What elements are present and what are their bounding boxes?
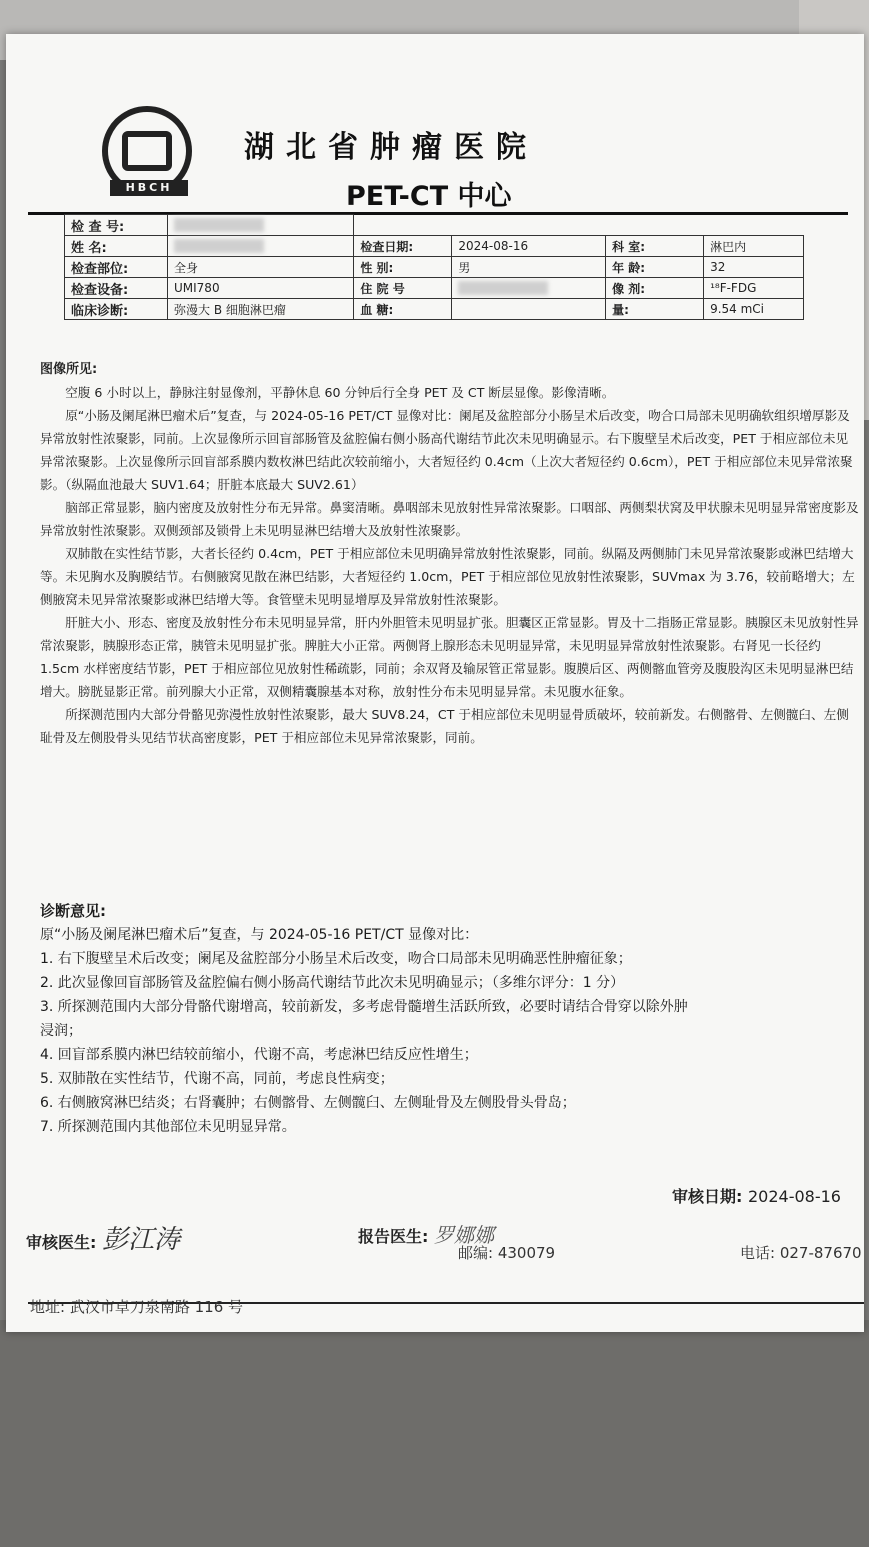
review-date-block bbox=[672, 1184, 841, 1207]
diagnosis-item: 浸润； bbox=[40, 1023, 82, 1039]
reviewer-signature: 彭江涛 bbox=[101, 1225, 180, 1255]
redacted-block bbox=[174, 239, 264, 253]
dept-label: 科 室: bbox=[606, 236, 704, 257]
name-label: 姓 名: bbox=[65, 236, 168, 257]
exam-date-value: 2024-08-16 bbox=[452, 236, 606, 257]
findings-paragraph: 双肺散在实性结节影，大者长径约 0.4cm，PET 于相应部位未见明确异常放射性浓聚影，同前。纵隔及两侧肺门未见异常浓聚影或淋巴结增大等。未见胸水及胸膜结节。右侧腋窝见散在淋巴结影，大者短径约 1.0cm，PET 于相应部位见放射性浓聚影，SUVmax 为 3.76，较前略增大；左侧腋窝未见异常浓聚影或淋巴结增大等。食管壁未见明显增厚及异常放射性浓聚影。 bbox=[40, 546, 855, 607]
address-value: 武汉市卓刀泉南路 116 号 bbox=[69, 1298, 244, 1316]
tracer-label: 像 剂: bbox=[606, 278, 704, 299]
reviewer-label: 审核医生: bbox=[26, 1233, 97, 1252]
diagnosis-item: 7. 所探测范围内其他部位未见明显异常。 bbox=[40, 1119, 296, 1135]
age-label: 年 龄: bbox=[606, 257, 704, 278]
dose-label: 量: bbox=[606, 299, 704, 320]
diagnosis-item: 1. 右下腹壁呈术后改变；阑尾及盆腔部分小肠呈术后改变，吻合口局部未见明确恶性肿瘤征象； bbox=[40, 951, 632, 967]
site-label: 检查部位: bbox=[65, 257, 168, 278]
report-paper bbox=[6, 34, 864, 1332]
diagnosis-item: 6. 右侧腋窝淋巴结炎；右肾囊肿；右侧髂骨、左侧髋臼、左侧耻骨及左侧股骨头骨岛； bbox=[40, 1095, 576, 1111]
findings-paragraph: 原“小肠及阑尾淋巴瘤术后”复查，与 2024-05-16 PET/CT 显像对比：阑尾及盆腔部分小肠呈术后改变，吻合口局部未见明确软组织增厚影及异常放射性浓聚影，同前。上次显像所示回盲部肠管及盆腔偏右侧小肠高代谢结节此次未见明确显示。右下腹壁呈术后改变，PET 于相应部位未见异常浓聚影。上次显像所示回盲部系膜内数枚淋巴结此次较前缩小，大者短径约 0.4cm（上次大者短径约 0.6cm），PET 于相应部位未见异常浓聚影。（纵隔血池最大 SUV1.64；肝脏本底最大 SUV2.61） bbox=[40, 408, 853, 492]
device-label: 检查设备: bbox=[65, 278, 168, 299]
diagnosis-item: 4. 回盲部系膜内淋巴结较前缩小，代谢不高，考虑淋巴结反应性增生； bbox=[40, 1047, 478, 1063]
glucose-label: 血 糖: bbox=[354, 299, 452, 320]
findings-heading: 图像所见: bbox=[40, 362, 98, 377]
inpatient-label: 住 院 号 bbox=[354, 278, 452, 299]
diagnosis-item: 2. 此次显像回盲部肠管及盆腔偏右侧小肠高代谢结节此次未见明确显示；（多维尔评分：1 分） bbox=[40, 975, 625, 991]
phone-label: 电话: bbox=[740, 1244, 776, 1262]
glucose-value bbox=[452, 299, 606, 320]
tracer-value: ¹⁸F-FDG bbox=[704, 278, 804, 299]
findings-paragraph: 肝脏大小、形态、密度及放射性分布未见明显异常，肝内外胆管未见明显扩张。胆囊区正常显影。胃及十二指肠正常显影。胰腺区未见放射性异常浓聚影，胰腺形态正常，胰管未见明显扩张。脾脏大小正常。两侧肾上腺形态未见明显异常，未见明显异常放射性浓聚影。右肾见一长径约 1.5cm 水样密度结节影，PET 于相应部位见放射性稀疏影，同前；余双肾及输尿管正常显影。腹膜后区、两侧髂血管旁及腹股沟区未见明显淋巴结增大。膀胱显影正常。前列腺大小正常，双侧精囊腺基本对称，放射性分布未见明显异常。未见腹水征象。 bbox=[40, 615, 859, 699]
inpatient-value bbox=[452, 278, 606, 299]
diagnosis-item: 3. 所探测范围内大部分骨骼代谢增高，较前新发，多考虑骨髓增生活跃所致，必要时请结合骨穿以除外肿 bbox=[40, 999, 688, 1015]
device-value: UMI780 bbox=[168, 278, 354, 299]
phone-value: 027-87670 bbox=[779, 1244, 862, 1262]
name-value bbox=[168, 236, 354, 257]
age-value: 32 bbox=[704, 257, 804, 278]
reviewer-block bbox=[26, 1219, 180, 1256]
postcode-label: 邮编: bbox=[458, 1244, 494, 1262]
findings-paragraph: 所探测范围内大部分骨骼见弥漫性放射性浓聚影，最大 SUV8.24，CT 于相应部位未见明显骨质破坏，较前新发。右侧髂骨、左侧髋臼、左侧耻骨及左侧股骨头见结节状高密度影，PET 于相应部位未见异常浓聚影，同前。 bbox=[40, 707, 849, 745]
review-date-label: 审核日期: bbox=[672, 1187, 743, 1206]
exam-no-label: 检 查 号: bbox=[65, 215, 168, 236]
patient-info-table bbox=[64, 214, 804, 320]
findings-paragraph: 脑部正常显影，脑内密度及放射性分布无异常。鼻窦清晰。鼻咽部未见放射性异常浓聚影。口咽部、两侧梨状窝及甲状腺未见明显异常密度影及异常放射性浓聚影。双侧颈部及锁骨上未见明显淋巴结增大及放射性浓聚影。 bbox=[40, 500, 859, 538]
review-date-value: 2024-08-16 bbox=[747, 1187, 841, 1206]
logo-text: HBCH bbox=[110, 180, 188, 196]
findings-paragraph: 空腹 6 小时以上，静脉注射显像剂，平静休息 60 分钟后行全身 PET 及 CT 断层显像。影像清晰。 bbox=[65, 385, 615, 400]
center-name: PET-CT 中心 bbox=[346, 181, 512, 212]
diagnosis-intro: 原“小肠及阑尾淋巴瘤术后”复查，与 2024-05-16 PET/CT 显像对比： bbox=[40, 927, 479, 943]
sex-label: 性 别: bbox=[354, 257, 452, 278]
hospital-name: 湖北省肿瘤医院 bbox=[244, 130, 538, 165]
reporter-label: 报告医生: bbox=[358, 1227, 429, 1246]
postcode-value: 430079 bbox=[497, 1244, 556, 1262]
site-value: 全身 bbox=[168, 257, 354, 278]
address-label: 地址: bbox=[30, 1298, 66, 1316]
redacted-block bbox=[458, 281, 548, 295]
address-block bbox=[30, 1296, 243, 1317]
diagnosis-heading: 诊断意见: bbox=[40, 902, 106, 920]
blank-cell bbox=[354, 215, 804, 236]
diagnosis-section bbox=[40, 899, 864, 1139]
redacted-block bbox=[174, 218, 264, 232]
phone-block bbox=[740, 1242, 862, 1263]
clinical-diagnosis-label: 临床诊断: bbox=[65, 299, 168, 320]
findings-section bbox=[40, 358, 860, 749]
diagnosis-item: 5. 双肺散在实性结节，代谢不高，同前，考虑良性病变； bbox=[40, 1071, 394, 1087]
exam-no-value bbox=[168, 215, 354, 236]
exam-date-label: 检查日期: bbox=[354, 236, 452, 257]
sex-value: 男 bbox=[452, 257, 606, 278]
dose-value: 9.54 mCi bbox=[704, 299, 804, 320]
background-bottom bbox=[0, 1320, 869, 1547]
postcode-block bbox=[458, 1242, 555, 1263]
dept-value: 淋巴内 bbox=[704, 236, 804, 257]
clinical-diagnosis-value: 弥漫大 B 细胞淋巴瘤 bbox=[168, 299, 354, 320]
reporter-signature: 罗娜娜 bbox=[433, 1223, 494, 1247]
